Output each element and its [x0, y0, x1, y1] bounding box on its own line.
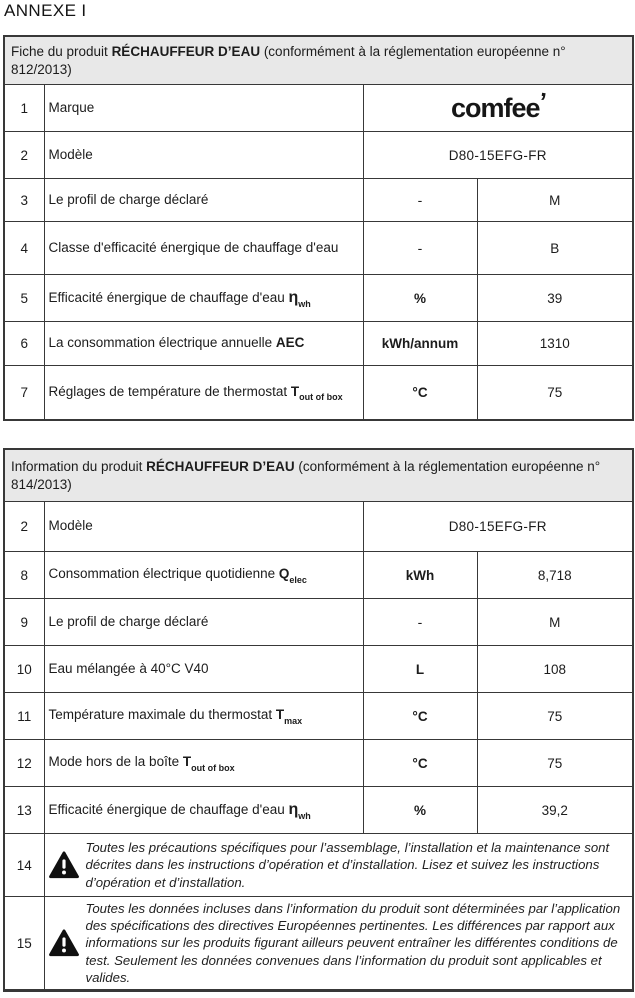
warning-icon: [49, 929, 79, 957]
note-cell: [44, 834, 633, 897]
table1-caption: [4, 36, 633, 85]
row-number: 11: [4, 693, 44, 740]
label-text: Efficacité énergique de chauffage d'eau: [48, 290, 289, 305]
row-unit: %: [363, 787, 477, 834]
row-number: 3: [4, 179, 44, 222]
row-value: 1310: [477, 322, 633, 366]
row-value: 39: [477, 275, 633, 322]
row-label: [44, 552, 363, 599]
row-value: 75: [477, 740, 633, 787]
t-symbol: T: [290, 383, 300, 399]
fiche-produit-table: [3, 35, 634, 421]
logo-text: comfee: [451, 92, 540, 123]
table-row: [4, 85, 633, 132]
table-row: [4, 740, 633, 787]
symbol-subscript: out of box: [191, 762, 235, 773]
row-label: Modèle: [44, 132, 363, 179]
table-row: [4, 502, 633, 552]
row-number: 8: [4, 552, 44, 599]
label-text: Mode hors de la boîte: [48, 754, 183, 770]
caption-suffix: (conformément à la réglementation européenne n° 812/2013): [11, 43, 566, 77]
warning-icon: [49, 851, 79, 879]
row-label: [44, 366, 363, 421]
row-number: 5: [4, 275, 44, 322]
caption-suffix: (conformément à la réglementation européenne n° 814/2013): [11, 458, 601, 492]
caption-product-name: RÉCHAUFFEUR D’EAU: [111, 43, 261, 59]
row-label: [44, 693, 363, 740]
caption-product-name: RÉCHAUFFEUR D’EAU: [146, 458, 295, 474]
symbol-subscript: wh: [298, 810, 311, 821]
table-row: [4, 599, 633, 646]
logo-apostrophe-mark: ’: [536, 87, 547, 116]
row-unit: kWh/annum: [363, 322, 477, 366]
table-row: [4, 787, 633, 834]
table-row: [4, 275, 633, 322]
row-label: Marque: [44, 85, 363, 132]
eta-symbol: η: [288, 801, 299, 818]
row-label: Modèle: [44, 502, 363, 552]
table-row: [4, 222, 633, 275]
caption-prefix: Information du produit: [11, 458, 147, 474]
row-number: 9: [4, 599, 44, 646]
row-unit: kWh: [363, 552, 477, 599]
row-number: 15: [4, 897, 44, 991]
row-number: 13: [4, 787, 44, 834]
q-symbol: Q: [278, 566, 290, 582]
table-row: [4, 552, 633, 599]
table-row: [4, 366, 633, 421]
note-cell: [44, 897, 633, 991]
row-value: D80-15EFG-FR: [363, 502, 633, 552]
row-value: 108: [477, 646, 633, 693]
symbol-subscript: elec: [289, 574, 307, 585]
row-unit: °C: [363, 693, 477, 740]
row-label: [44, 322, 363, 366]
row-value: M: [477, 599, 633, 646]
row-value: 39,2: [477, 787, 633, 834]
note-text: Toutes les précautions spécifiques pour l’assemblage, l’installation et la maintenance sont décrites dans les instructions d’opération et d’installation. Lisez et suivez les instructions d’opération et d’installation.: [85, 840, 610, 890]
label-text: Réglages de température de thermostat: [48, 383, 291, 399]
caption-prefix: Fiche du produit: [11, 43, 112, 59]
row-label: [44, 740, 363, 787]
row-unit: %: [363, 275, 477, 322]
row-unit: °C: [363, 740, 477, 787]
table-gap: [3, 421, 632, 448]
row-label: Classe d'efficacité énergique de chauffage d'eau: [44, 222, 363, 275]
t-symbol: T: [182, 754, 192, 770]
symbol-subscript: wh: [298, 298, 311, 309]
symbol-subscript: out of box: [299, 392, 343, 403]
row-label: [44, 787, 363, 834]
row-number: 14: [4, 834, 44, 897]
row-unit: L: [363, 646, 477, 693]
row-number: 4: [4, 222, 44, 275]
eta-symbol: η: [288, 289, 299, 306]
row-unit: °C: [363, 366, 477, 421]
row-value: B: [477, 222, 633, 275]
row-number: 2: [4, 132, 44, 179]
row-unit: -: [363, 599, 477, 646]
row-value: D80-15EFG-FR: [363, 132, 633, 179]
row-number: 10: [4, 646, 44, 693]
row-value: M: [477, 179, 633, 222]
label-text: Consommation électrique quotidienne: [48, 566, 279, 582]
t-symbol: T: [275, 707, 285, 723]
symbol-subscript: max: [284, 715, 303, 726]
label-text: La consommation électrique annuelle: [48, 335, 276, 351]
row-number: 12: [4, 740, 44, 787]
aec-symbol: AEC: [275, 335, 305, 351]
table-row: [4, 693, 633, 740]
row-label: Le profil de charge déclaré: [44, 599, 363, 646]
brand-cell: [363, 85, 633, 132]
table-row: [4, 897, 633, 991]
row-unit: -: [363, 179, 477, 222]
table-header-row: [4, 36, 633, 85]
label-text: Efficacité énergique de chauffage d'eau: [48, 802, 289, 817]
row-label: Le profil de charge déclaré: [44, 179, 363, 222]
row-number: 6: [4, 322, 44, 366]
row-label: [44, 275, 363, 322]
table-row: [4, 132, 633, 179]
table-row: [4, 322, 633, 366]
row-unit: -: [363, 222, 477, 275]
table-row: [4, 834, 633, 897]
table-header-row: [4, 449, 633, 502]
information-produit-table: [3, 448, 634, 992]
table-row: [4, 646, 633, 693]
label-text: Température maximale du thermostat: [48, 707, 276, 723]
row-number: 1: [4, 85, 44, 132]
comfee-logo: [451, 87, 547, 124]
row-value: 75: [477, 366, 633, 421]
table2-caption: [4, 449, 633, 502]
row-number: 7: [4, 366, 44, 421]
page-title: ANNEXE I: [4, 1, 87, 20]
table-row: [4, 179, 633, 222]
note-text: Toutes les données incluses dans l’information du produit sont déterminées par l’application des spécifications des directives Européennes pertinentes. Les différences par rapport aux informations sur les produits figurant ailleurs peuvent entraîner les différentes conditions de test. Seulement les données convenues dans l’information du produit sont applicables et valides.: [85, 901, 621, 985]
row-label: Eau mélangée à 40°C V40: [44, 646, 363, 693]
row-value: 8,718: [477, 552, 633, 599]
row-value: 75: [477, 693, 633, 740]
row-number: 2: [4, 502, 44, 552]
